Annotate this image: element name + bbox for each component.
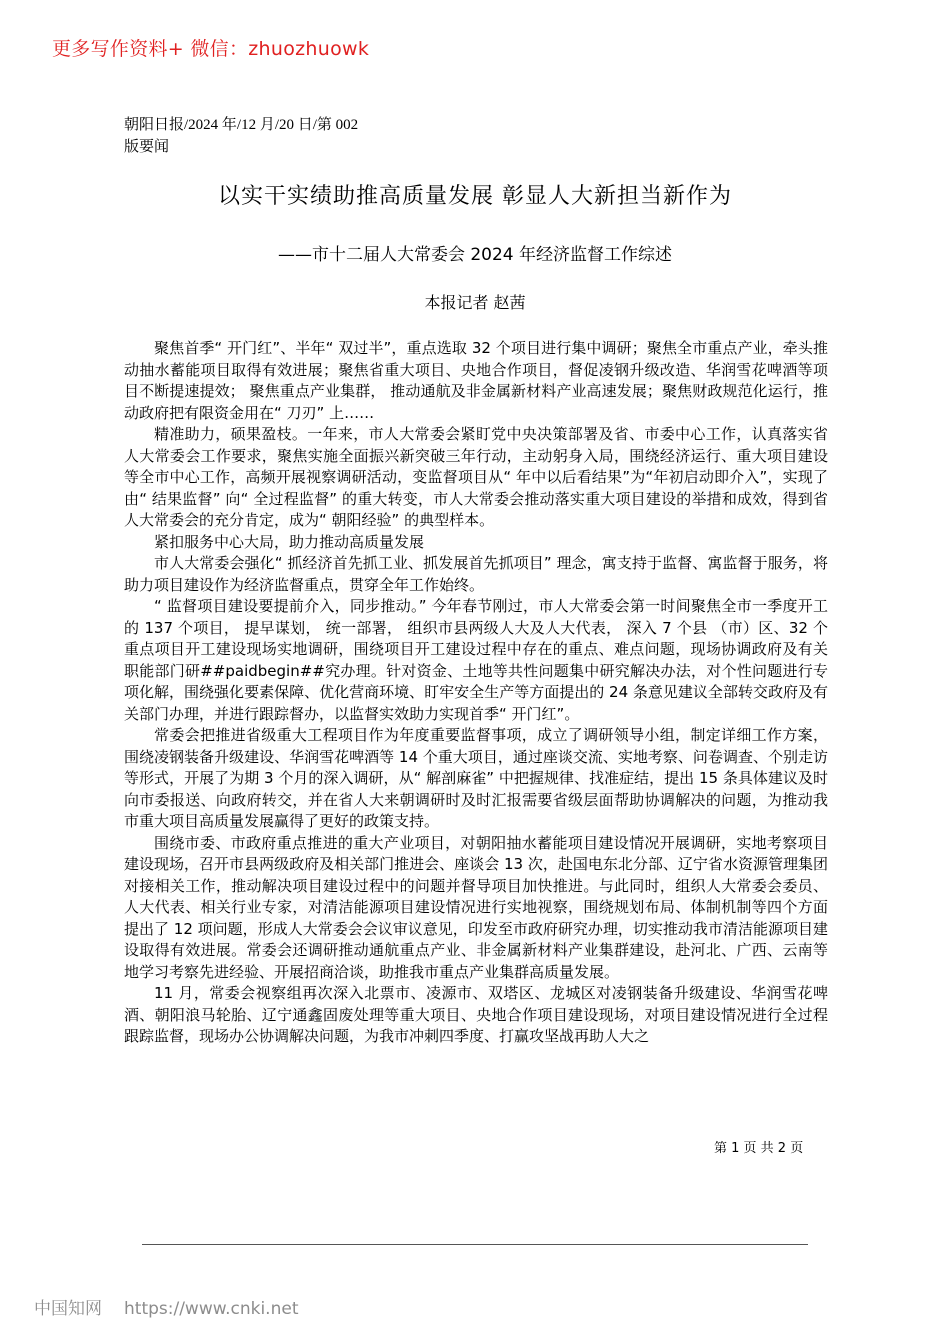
paragraph: “ 监督项目建设要提前介入，同步推动。” 今年春节刚过，市人大常委会第一时间聚焦全市一季度开工的 137 个项目， 提早谋划， 统一部署， 组织市县两级人大及人大代表， 深入 7 个县 （市）区、32 个重点项目开工建设现场实地调研，围绕项目开工建设过程中存在的重点、难点问题，现场协调政府及有关职能部门研##paidbegin##究办理。针对资金、土地等共性问题集中研究解决办法，对个性问题进行专项化解，围绕强化要素保障、优化营商环境、盯牢安全生产等方面提出的 24 条意见建议全部转交政府及有关部门办理，并进行跟踪督办，以监督实效助力实现首季“ 开门红”。 xyxy=(124,597,828,723)
site-name: 中国知网 xyxy=(34,1299,102,1319)
source-line: 朝阳日报/2024 年/12 月/20 日/第 002 xyxy=(124,117,359,133)
paragraph: 围绕市委、市政府重点推进的重大产业项目，对朝阳抽水蓄能项目建设情况开展调研，实地考察项目建设现场，召开市县两级政府及相关部门推进会、座谈会 13 次，赴国电东北分部、辽宁省水资源管理集团对接相关工作，推动解决项目建设过程中的问题并督导项目加快推进。与此同时，组织人大常委会委员、人大代表、相关行业专家，对清洁能源项目建设情况进行实地视察，围绕规划布局、体制机制等四个方面提出了 12 项问题，形成人大常委会会议审议意见，印发至市政府研究办理，切实推动我市清洁能源项目建设取得有效进展。常委会还调研推动通航重点产业、非金属新材料产业集群建设，赴河北、广西、云南等地学习考察先进经验、开展招商洽谈，助推我市重点产业集群高质量发展。 xyxy=(124,833,828,981)
section-heading: 紧扣服务中心大局，助力推动高质量发展 xyxy=(154,532,425,551)
article-title: 以实干实绩助推高质量发展 彰显人大新担当新作为 xyxy=(218,184,732,209)
promo-banner: 更多写作资料+ 微信：zhuozhuowk xyxy=(52,38,370,60)
paragraph: 精准助力，硕果盈枝。一年来，市人大常委会紧盯党中央决策部署及省、市委中心工作，认真落实省人大常委会工作要求，聚焦实施全面振兴新突破三年行动，主动躬身入局，围绕经济运行、重大项目建设等全市中心工作，高频开展视察调研活动，变监督项目从“ 年中以后看结果”为“年初启动即介入”，实现了由“ 结果监督” 向“ 全过程监督” 的重大转变，市人大常委会推动落实重大项目建设的举措和成效，得到省人大常委会的充分肯定，成为“ 朝阳经验” 的典型样本。 xyxy=(124,425,828,529)
paragraph: 11 月，常委会视察组再次深入北票市、凌源市、双塔区、龙城区对凌钢装备升级建设、华润雪花啤酒、朝阳浪马轮胎、辽宁通鑫固废处理等重大项目、央地合作项目建设现场，对项目建设情况进行全过程跟踪监督，现场办公协调解决问题，为我市冲刺四季度、打赢攻坚战再助人大之 xyxy=(124,984,828,1045)
page-indicator: 第 1 页 共 2 页 xyxy=(714,1141,804,1156)
paragraph: 聚焦首季“ 开门红”、半年“ 双过半”，重点选取 32 个项目进行集中调研；聚焦全市重点产业，牵头推动抽水蓄能项目取得有效进展；聚焦省重大项目、央地合作项目，督促凌钢升级改造、华润雪花啤酒等项目不断提速提效； 聚焦重点产业集群， 推动通航及非金属新材料产业高速发展；聚焦财政规范化运行，推动政府把有限资金用在“ 刀刃” 上…… xyxy=(124,339,828,422)
article-subtitle: ——市十二届人大常委会 2024 年经济监督工作综述 xyxy=(277,245,673,265)
paragraph: 常委会把推进省级重大工程项目作为年度重要监督事项，成立了调研领导小组，制定详细工作方案，围绕凌钢装备升级建设、华润雪花啤酒等 14 个重大项目，通过座谈交流、实地考察、问卷调查、个别走访等形式，开展了为期 3 个月的深入调研，从“ 解剖麻雀” 中把握规律、找准症结，提出 15 条具体建议及时向市委报送、向政府转交，并在省人大来朝调研时及时汇报需要省级层面帮助协调解决的问题，为推动我市重大项目高质量发展赢得了更好的政策支持。 xyxy=(124,726,828,830)
site-url: https://www.cnki.net xyxy=(124,1299,299,1319)
article-body xyxy=(124,338,828,1048)
article-author: 本报记者 赵茜 xyxy=(424,293,526,312)
footer-watermark xyxy=(34,1294,320,1319)
footer-divider xyxy=(142,1244,808,1245)
paragraph: 市人大常委会强化“ 抓经济首先抓工业、抓发展首先抓项目” 理念，寓支持于监督、寓监督于服务，将助力项目建设作为经济监督重点，贯穿全年工作始终。 xyxy=(124,554,828,594)
section-line: 版要闻 xyxy=(124,139,170,155)
article-source xyxy=(124,114,358,158)
